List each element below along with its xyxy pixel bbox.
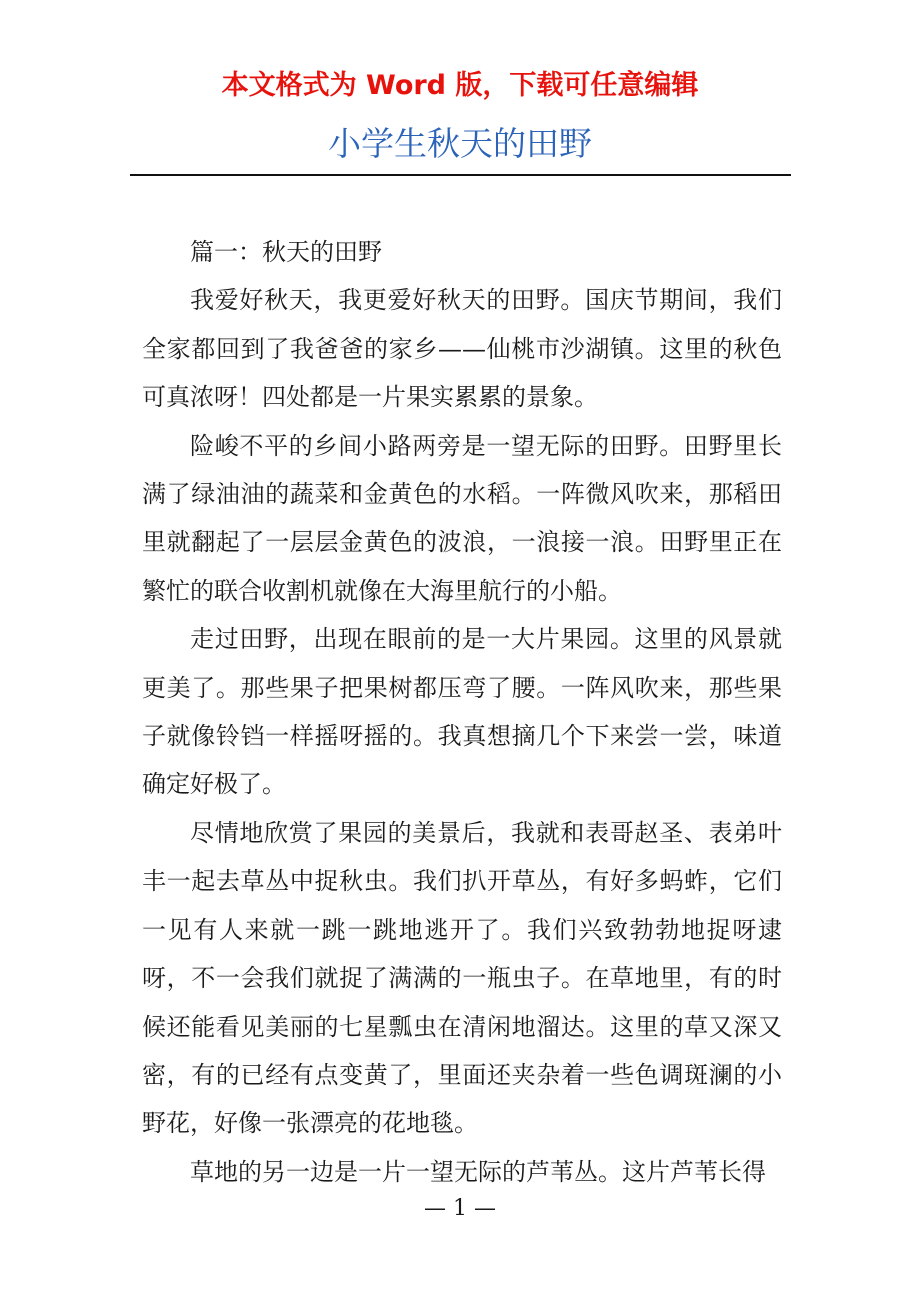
section-heading: 篇一：秋天的田野 [190, 238, 382, 266]
document-title: 小学生秋天的田野 [328, 124, 592, 163]
title-divider [130, 174, 791, 176]
paragraph: 险峻不平的乡间小路两旁是一望无际的田野。田野里长满了绿油油的蔬菜和金黄色的水稻。一阵微风吹来，那稻田里就翻起了一层层金黄色的波浪，一浪接一浪。田野里正在繁忙的联合收割机就像在大海里航行的小船。 [142, 431, 782, 605]
paragraph: 我爱好秋天，我更爱好秋天的田野。国庆节期间，我们全家都回到了我爸爸的家乡——仙桃市沙湖镇。这里的秋色可真浓呀！四处都是一片果实累累的景象。 [142, 286, 782, 412]
paragraph: 走过田野，出现在眼前的是一大片果园。这里的风景就更美了。那些果子把果树都压弯了腰。一阵风吹来，那些果子就像铃铛一样摇呀摇的。我真想摘几个下来尝一尝，味道确定好极了。 [142, 625, 782, 799]
article-body [142, 228, 782, 1196]
paragraph: 尽情地欣赏了果园的美景后，我就和表哥赵圣、表弟叶丰一起去草丛中捉秋虫。我们扒开草丛，有好多蚂蚱，它们一见有人来就一跳一跳地逃开了。我们兴致勃勃地捉呀逮呀，不一会我们就捉了满满的一瓶虫子。在草地里，有的时候还能看见美丽的七星瓢虫在清闲地溜达。这里的草又深又密，有的已经有点变黄了，里面还夹杂着一些色调斑澜的小野花，好像一张漂亮的花地毯。 [142, 818, 782, 1138]
format-notice-banner: 本文格式为 Word 版，下载可任意编辑 [221, 70, 699, 101]
page-number: — 1 — [424, 1196, 496, 1221]
paragraph: 草地的另一边是一片一望无际的芦苇丛。这片芦苇长得 [190, 1157, 766, 1186]
